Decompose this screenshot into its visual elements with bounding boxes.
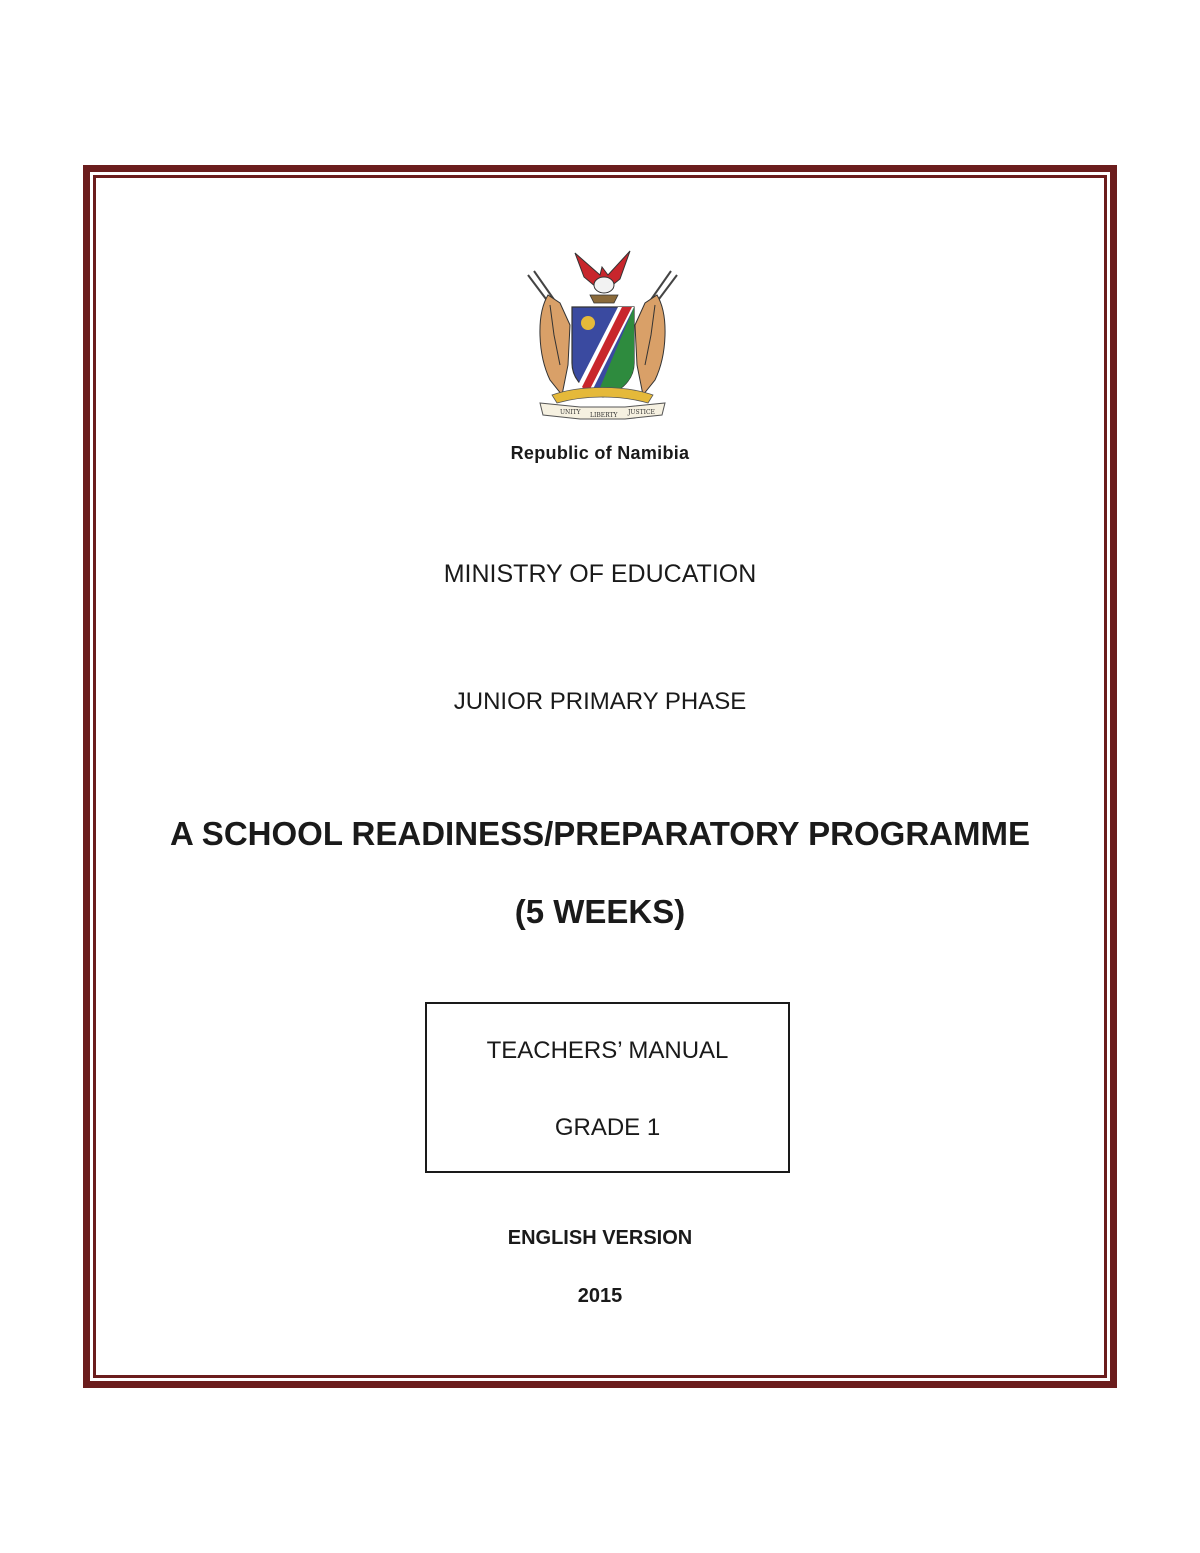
- svg-text:JUSTICE: JUSTICE: [628, 409, 655, 416]
- manual-title: TEACHERS’ MANUAL: [486, 1037, 729, 1064]
- publication-year: 2015: [577, 1285, 623, 1307]
- motto-scroll: [540, 403, 665, 419]
- document-title: A SCHOOL READINESS/PREPARATORY PROGRAMME: [170, 815, 1030, 852]
- coat-of-arms-emblem: [520, 245, 685, 425]
- eagle-icon: [575, 251, 630, 303]
- right-oryx-icon: [635, 271, 677, 395]
- shield-icon: [572, 307, 634, 397]
- phase-name: JUNIOR PRIMARY PHASE: [453, 688, 747, 715]
- language-version: ENGLISH VERSION: [507, 1227, 693, 1249]
- document-duration: (5 WEEKS): [514, 893, 686, 930]
- svg-text:LIBERTY: LIBERTY: [590, 412, 618, 419]
- manual-grade: GRADE 1: [554, 1114, 661, 1141]
- country-name: Republic of Namibia: [510, 443, 690, 463]
- left-oryx-icon: [528, 271, 570, 395]
- svg-text:UNITY: UNITY: [560, 409, 581, 416]
- ministry-name: MINISTRY OF EDUCATION: [443, 560, 757, 588]
- manual-info-box: [425, 1002, 790, 1173]
